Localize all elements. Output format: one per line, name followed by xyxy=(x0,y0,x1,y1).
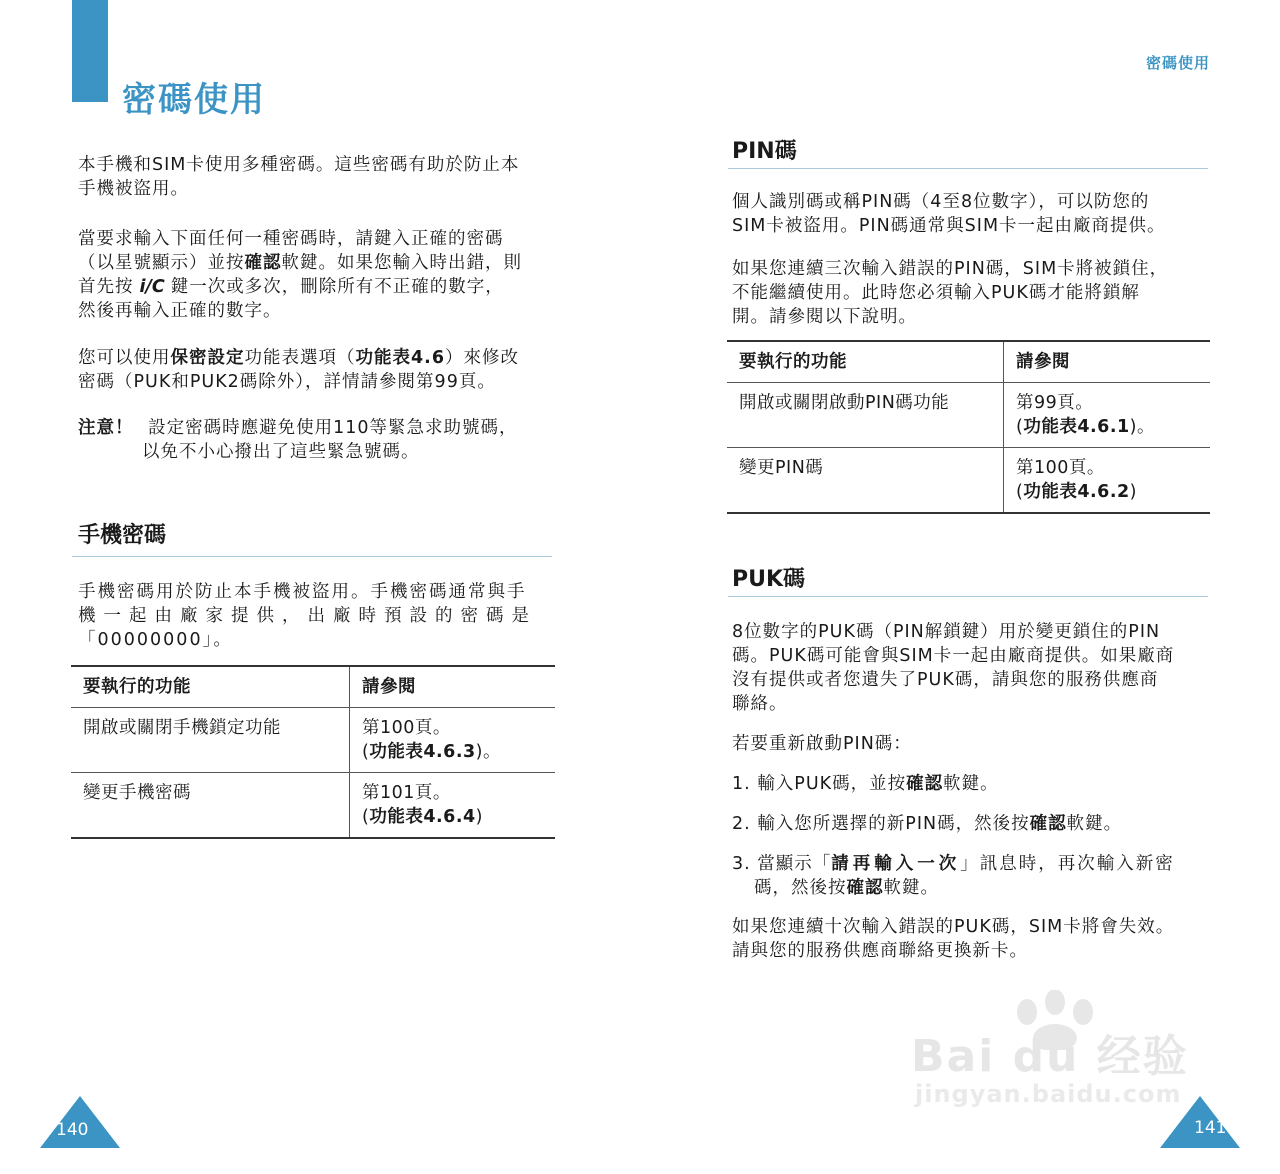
page-number: 141 xyxy=(1194,1118,1227,1138)
step-text: 輸入您所選擇的新PIN碼，然後按 xyxy=(757,814,1030,834)
note-label: 注意！ xyxy=(78,418,134,438)
step-text-end: 軟鍵。 xyxy=(883,878,939,898)
table-header-function: 要執行的功能 xyxy=(71,666,350,708)
puk-p1-line-2: 碼。PUK碼可能會與SIM卡一起由廠商提供。如果廠商 xyxy=(732,646,1175,666)
phone-pw-line-1: 手機密碼用於防止本手機被盜用。手機密碼通常與手 xyxy=(78,582,527,602)
puk-step-3 xyxy=(732,852,1212,900)
menu-ref: 功能表4.6.2 xyxy=(1023,482,1130,502)
paren-close: ) xyxy=(1129,482,1137,502)
puk-step xyxy=(732,772,1212,796)
pin-p2-line-3: 開。請參閱以下說明。 xyxy=(732,307,917,327)
puk-paragraph-1 xyxy=(732,620,1212,716)
table-cell-reference xyxy=(1004,383,1211,448)
running-head: 密碼使用 xyxy=(1145,54,1210,72)
puk-paragraph-2: 若要重新啟動PIN碼： xyxy=(732,734,912,754)
entry-line-3a: 首先按 xyxy=(78,277,134,297)
confirm-key-label: 確認 xyxy=(1029,814,1067,834)
menu-ref: 功能表4.6.4 xyxy=(369,807,476,827)
table-cell-function: 變更PIN碼 xyxy=(727,448,1004,514)
paren-close: ) xyxy=(475,807,483,827)
paren-open: ( xyxy=(1016,482,1024,502)
step-number: 2. xyxy=(732,814,751,834)
table-header-reference: 請參閱 xyxy=(1004,341,1211,383)
pin-paragraph-2 xyxy=(732,257,1212,329)
section-divider xyxy=(728,168,1208,169)
paren-open: ( xyxy=(362,742,370,762)
puk-p1-line-3: 沒有提供或者您遺失了PUK碼，請與您的服務供應商 xyxy=(732,670,1159,690)
entry-line-1: 當要求輸入下面任何一種密碼時，請鍵入正確的密碼 xyxy=(78,229,504,249)
section-divider xyxy=(72,556,552,557)
entry-paragraph xyxy=(78,227,558,323)
puk-heading: PUK碼 xyxy=(732,567,806,592)
step-text-end: 軟鍵。 xyxy=(1066,814,1123,834)
puk-step xyxy=(732,812,1212,836)
step-text: 當顯示「 xyxy=(757,854,832,874)
note-line-2: 以免不小心撥出了這些緊急號碼。 xyxy=(142,442,420,462)
settings-text-a: 您可以使用 xyxy=(78,348,171,368)
paren-close: )。 xyxy=(475,742,501,762)
note-block xyxy=(78,416,558,464)
pin-p1-line-1: 個人識別碼或稱PIN碼（4至8位數字），可以防您的 xyxy=(732,192,1150,212)
baidu-watermark xyxy=(905,990,1205,1120)
page-title: 密碼使用 xyxy=(122,80,266,120)
table-row xyxy=(727,383,1210,448)
reenter-message-label: 請再輸入一次 xyxy=(831,854,961,874)
table-row xyxy=(727,448,1210,514)
puk-p1-line-1: 8位數字的PUK碼（PIN解鎖鍵）用於變更鎖住的PIN xyxy=(732,622,1161,642)
paren-close: )。 xyxy=(1129,417,1155,437)
pin-p2-line-1: 如果您連續三次輸入錯誤的PIN碼，SIM卡將被鎖住， xyxy=(732,259,1169,279)
table-header-reference: 請參閱 xyxy=(350,666,556,708)
pin-p1-line-2: SIM卡被盜用。PIN碼通常與SIM卡一起由廠商提供。 xyxy=(732,216,1166,236)
entry-line-4: 然後再輸入正確的數字。 xyxy=(78,301,282,321)
intro-paragraph xyxy=(78,153,558,201)
note-line-1: 設定密碼時應避免使用110等緊急求助號碼， xyxy=(148,418,518,438)
table-row xyxy=(71,773,555,839)
page-number: 140 xyxy=(56,1120,89,1140)
table-row xyxy=(71,708,555,773)
table-cell-function: 變更手機密碼 xyxy=(71,773,350,839)
intro-line-2: 手機被盜用。 xyxy=(78,179,189,199)
paren-open: ( xyxy=(1016,417,1024,437)
page-ref: 第101頁。 xyxy=(362,783,451,803)
step-text-line-2: 碼，然後按 xyxy=(754,878,847,898)
phone-password-heading: 手機密碼 xyxy=(78,523,167,548)
pin-paragraph-1 xyxy=(732,190,1212,238)
menu-ref-label: 功能表4.6 xyxy=(355,348,446,368)
pin-p2-line-2: 不能繼續使用。此時您必須輸入PUK碼才能將鎖解 xyxy=(732,283,1140,303)
table-cell-function: 開啟或關閉手機鎖定功能 xyxy=(71,708,350,773)
puk-p3-line-2: 請與您的服務供應商聯絡更換新卡。 xyxy=(732,941,1028,961)
entry-line-3b: 鍵一次或多次，刪除所有不正確的數字， xyxy=(170,277,504,297)
puk-paragraph-3 xyxy=(732,915,1212,963)
section-divider xyxy=(728,596,1208,597)
table-cell-function: 開啟或關閉啟動PIN碼功能 xyxy=(727,383,1004,448)
watermark-url: jingyan.baidu.com xyxy=(915,1080,1182,1108)
watermark-brand: Bai du 经验 xyxy=(911,1031,1189,1082)
confirm-key-label: 確認 xyxy=(846,878,884,898)
table-header-row xyxy=(71,666,555,708)
phone-pw-line-2: 機一起由廠家提供，出廠時預設的密碼是 xyxy=(78,606,537,626)
table-cell-reference xyxy=(350,773,556,839)
phone-password-paragraph xyxy=(78,580,556,652)
confirm-key-label: 確認 xyxy=(906,774,944,794)
paren-open: ( xyxy=(362,807,370,827)
phone-pw-line-3: 「00000000」。 xyxy=(78,630,233,650)
settings-line-2: 密碼（PUK和PUK2碼除外），詳情請參閱第99頁。 xyxy=(78,372,496,392)
pin-heading: PIN碼 xyxy=(732,139,797,164)
puk-p3-line-1: 如果您連續十次輸入錯誤的PUK碼，SIM卡將會失效。 xyxy=(732,917,1175,937)
security-settings-paragraph xyxy=(78,346,558,394)
entry-line-2a: （以星號顯示）並按 xyxy=(78,253,245,273)
intro-line-1: 本手機和SIM卡使用多種密碼。這些密碼有助於防止本 xyxy=(78,155,520,175)
phone-password-table xyxy=(71,665,555,839)
pin-table xyxy=(727,340,1210,514)
step-number: 1. xyxy=(732,774,751,794)
step-text-end: 軟鍵。 xyxy=(943,774,999,794)
page-ref: 第100頁。 xyxy=(362,718,451,738)
step-text-mid: 」訊息時，再次輸入新密 xyxy=(960,854,1175,874)
table-cell-reference xyxy=(1004,448,1211,514)
settings-text-c: 功能表選項（ xyxy=(244,348,356,368)
page-ref: 第99頁。 xyxy=(1016,393,1094,413)
menu-ref: 功能表4.6.1 xyxy=(1023,417,1130,437)
title-accent-bar xyxy=(72,0,108,102)
confirm-key-label: 確認 xyxy=(244,253,282,273)
entry-line-2c: 軟鍵。如果您輸入時出錯，則 xyxy=(281,253,522,273)
clear-key-icon: i/C xyxy=(139,277,165,297)
settings-text-e: ）來修改 xyxy=(445,348,520,368)
table-cell-reference xyxy=(350,708,556,773)
menu-ref: 功能表4.6.3 xyxy=(369,742,476,762)
puk-p1-line-4: 聯絡。 xyxy=(732,694,788,714)
table-header-row xyxy=(727,341,1210,383)
security-settings-label: 保密設定 xyxy=(170,348,245,368)
table-header-function: 要執行的功能 xyxy=(727,341,1004,383)
step-text: 輸入PUK碼，並按 xyxy=(757,774,907,794)
page-ref: 第100頁。 xyxy=(1016,458,1105,478)
step-number: 3. xyxy=(732,854,751,874)
